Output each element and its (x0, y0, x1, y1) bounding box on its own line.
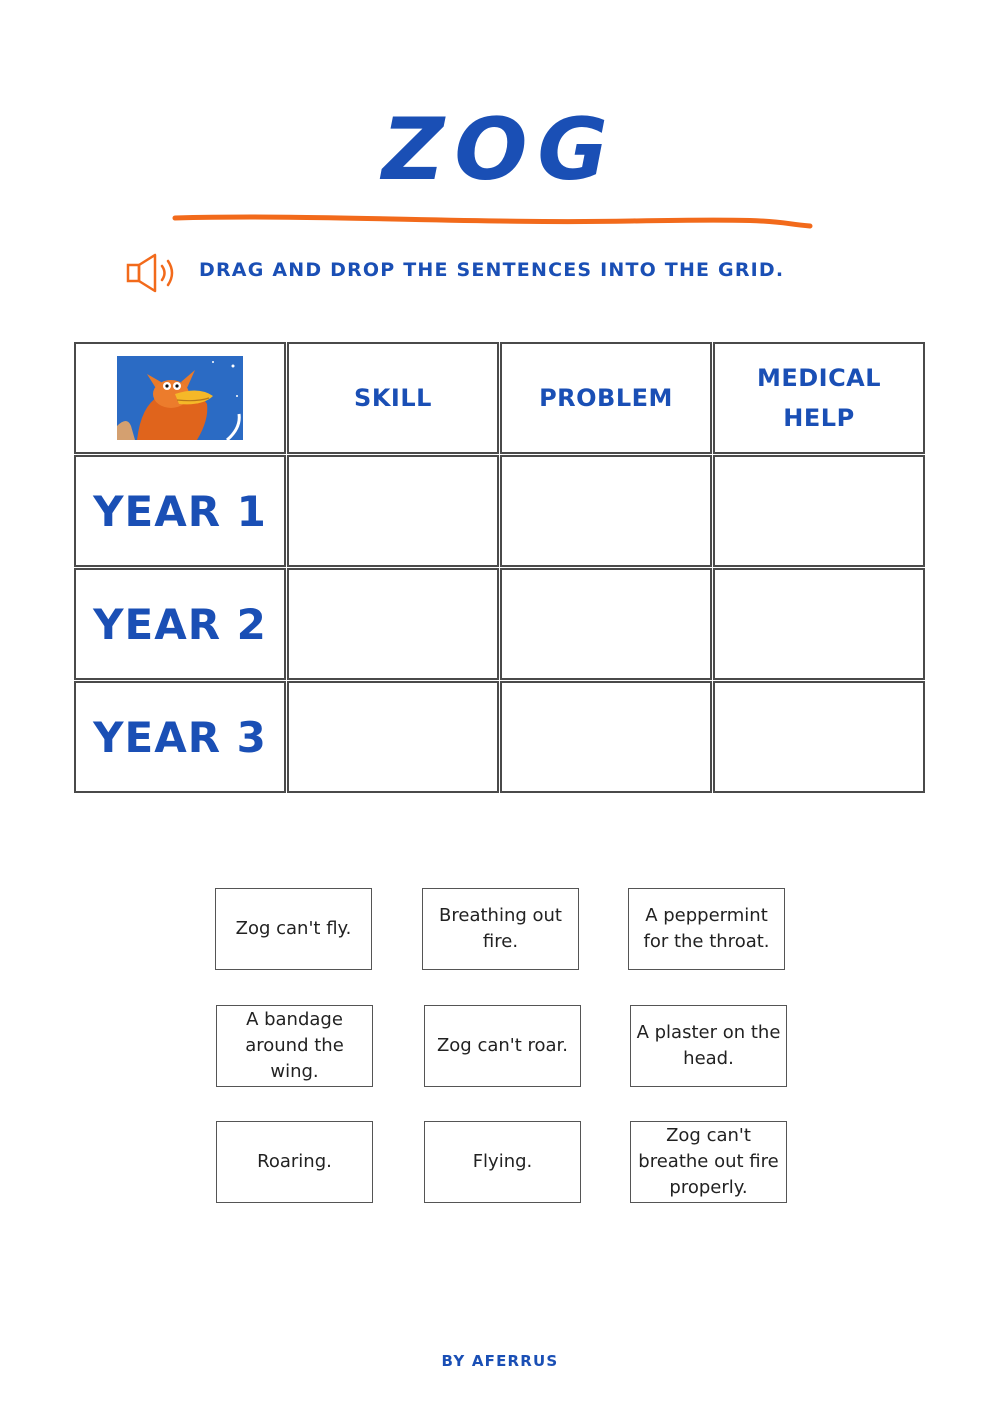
draggable-card[interactable]: Breathing out fire. (422, 888, 579, 970)
header-problem-label: PROBLEM (539, 384, 673, 412)
draggable-card[interactable]: A plaster on the head. (630, 1005, 787, 1087)
drop-zone-year-1-medical-help[interactable] (713, 455, 925, 567)
instruction-text: DRAG AND DROP THE SENTENCES INTO THE GRID. (199, 259, 785, 281)
year-2-label: YEAR 2 (93, 599, 267, 649)
drop-zone-year-3-problem[interactable] (500, 681, 712, 793)
header-medical-help (713, 342, 925, 454)
draggable-card[interactable]: A bandage around the wing. (216, 1005, 373, 1087)
header-medical-help-label: MEDICAL HELP (756, 364, 882, 432)
header-skill (287, 342, 499, 454)
drop-zone-year-1-skill[interactable] (287, 455, 499, 567)
draggable-card[interactable]: Flying. (424, 1121, 581, 1203)
year-3-label: YEAR 3 (93, 712, 267, 762)
header-problem (500, 342, 712, 454)
zog-picture-cell (74, 342, 286, 454)
drop-zone-year-3-skill[interactable] (287, 681, 499, 793)
title-underline (172, 208, 814, 232)
header-skill-label: SKILL (354, 384, 432, 412)
row-header-year-1 (74, 455, 286, 567)
page-title: ZOG (381, 100, 619, 200)
drop-zone-year-2-problem[interactable] (500, 568, 712, 680)
drop-zone-year-3-medical-help[interactable] (713, 681, 925, 793)
draggable-card[interactable]: Zog can't roar. (424, 1005, 581, 1087)
speaker-icon[interactable] (125, 252, 183, 294)
draggable-card[interactable]: A peppermint for the throat. (628, 888, 785, 970)
year-1-label: YEAR 1 (93, 486, 267, 536)
drop-zone-year-2-medical-help[interactable] (713, 568, 925, 680)
zog-picture (117, 356, 243, 440)
draggable-card[interactable]: Roaring. (216, 1121, 373, 1203)
drop-zone-year-2-skill[interactable] (287, 568, 499, 680)
drop-grid (74, 342, 925, 793)
draggable-card[interactable]: Zog can't fly. (215, 888, 372, 970)
drop-zone-year-1-problem[interactable] (500, 455, 712, 567)
author-credit: BY AFERRUS (441, 1352, 559, 1370)
draggable-card[interactable]: Zog can't breathe out fire properly. (630, 1121, 787, 1203)
row-header-year-3 (74, 681, 286, 793)
row-header-year-2 (74, 568, 286, 680)
